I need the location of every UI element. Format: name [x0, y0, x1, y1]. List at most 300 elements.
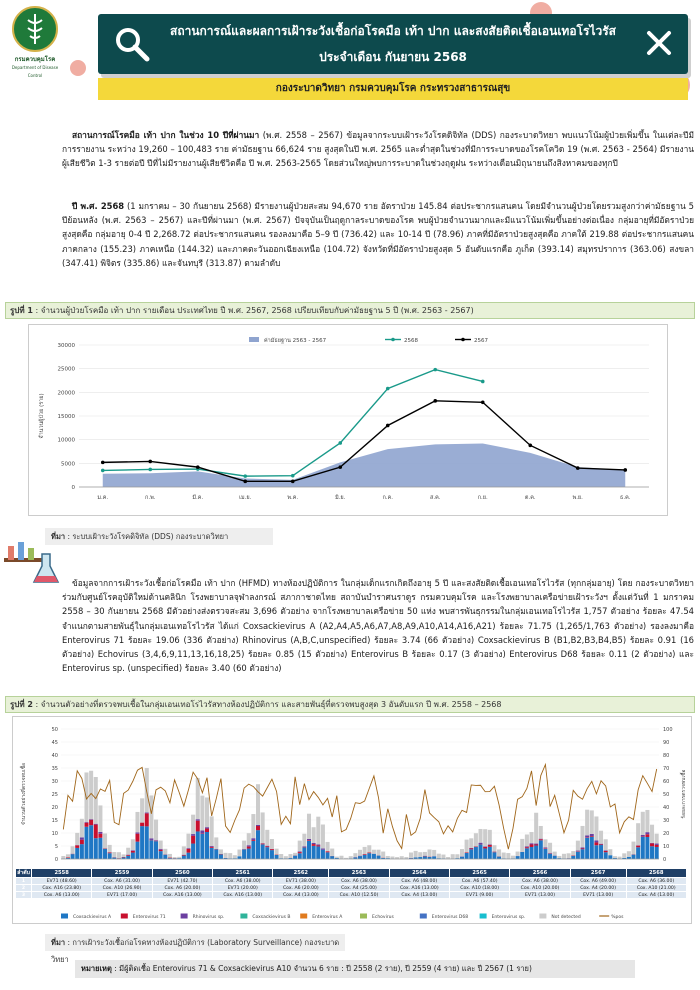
data-point	[243, 474, 247, 478]
y-right-axis-label: ร้อยละการตรวจพบเชื้อ	[681, 769, 687, 819]
bar-not-detected	[530, 832, 534, 843]
bar-not-detected	[488, 830, 492, 845]
bar-enterovirus-71	[256, 826, 260, 830]
bar-enterovirus-71	[251, 840, 255, 841]
figure1-chart	[28, 324, 668, 516]
bar-coxsackievirus-a	[270, 850, 274, 859]
bar-enterovirus-71	[75, 845, 79, 848]
bar-not-detected	[548, 843, 552, 853]
source-label: ที่มา	[51, 532, 66, 541]
legend-label: ค่ามัธยฐาน 2563 - 2567	[264, 338, 327, 344]
table-cell: Cox. A6 (38.00)	[329, 878, 389, 885]
y-tick-label: 35	[51, 766, 58, 772]
bar-not-detected	[627, 851, 631, 857]
bar-not-detected	[404, 857, 408, 859]
y-tick-label: 0	[54, 857, 58, 863]
bar-coxsackievirus-a	[247, 849, 251, 859]
bar-coxsackievirus-a	[474, 847, 478, 859]
data-point	[433, 368, 437, 372]
bar-coxsackievirus-a	[205, 832, 209, 859]
bar-not-detected	[237, 850, 241, 857]
bar-not-detected	[80, 819, 84, 838]
bar-not-detected	[367, 845, 371, 852]
table-cell: Cox. A6 (31.00)	[92, 878, 152, 885]
y-right-tick-label: 90	[663, 740, 670, 746]
bar-coxsackievirus-a	[140, 826, 144, 859]
bar-not-detected	[604, 839, 608, 850]
bar-coxsackievirus-a	[196, 831, 200, 859]
figure1-label: รูปที่ 1	[10, 306, 33, 315]
table-cell: Cox. A4 (13.00)	[273, 892, 329, 899]
bar-not-detected	[265, 830, 269, 846]
bar-not-detected	[205, 797, 209, 827]
bar-other	[316, 845, 320, 846]
bar-other	[154, 840, 158, 841]
bar-coxsackievirus-a	[469, 849, 473, 859]
bar-not-detected	[288, 854, 292, 858]
data-point	[481, 400, 485, 404]
bar-not-detected	[149, 795, 153, 838]
source-text: : ระบบเฝ้าระวังโรคดิจิทัล (DDS) กองระบาดวิทยา	[65, 532, 229, 541]
bar-not-detected	[414, 851, 418, 857]
bar-other	[191, 834, 195, 836]
bar-not-detected	[98, 805, 102, 832]
table-header-row	[16, 869, 687, 878]
bar-coxsackievirus-a	[275, 855, 279, 859]
legend-swatch	[420, 914, 427, 919]
table-cell: EV71 (13.00)	[510, 892, 570, 899]
bar-enterovirus-71	[363, 854, 367, 855]
data-point	[386, 424, 390, 428]
bar-coxsackievirus-a	[367, 853, 371, 859]
bar-other	[256, 825, 260, 826]
bar-not-detected	[275, 849, 279, 855]
table-cell: EV71 (42.70)	[152, 878, 212, 885]
table-cell: EV71 (17.00)	[92, 892, 152, 899]
bar-coxsackievirus-a	[585, 838, 589, 859]
lab-flask-icon	[0, 536, 64, 590]
bar-not-detected	[173, 857, 177, 858]
bar-enterovirus-71	[492, 852, 496, 853]
bar-not-detected	[655, 834, 659, 844]
bar-not-detected	[492, 845, 496, 851]
figure1-svg	[29, 325, 667, 515]
y-tick-label: 30	[51, 779, 58, 785]
bar-not-detected	[163, 849, 167, 854]
bar-coxsackievirus-a	[307, 841, 311, 859]
legend-label: Enterovirus 71	[132, 915, 166, 920]
legend-label: 2568	[404, 338, 418, 344]
y-right-tick-label: 100	[663, 727, 673, 733]
legend-swatch	[121, 914, 128, 919]
legend-label: Enterovirus A	[312, 915, 343, 920]
bar-not-detected	[636, 823, 640, 845]
bar-not-detected	[469, 838, 473, 848]
legend-swatch	[480, 914, 487, 919]
page-title-period: ประจำเดือน กันยายน 2568	[319, 50, 467, 64]
bar-coxsackievirus-a	[520, 852, 524, 859]
table-year-cell: 2566	[510, 869, 570, 878]
x-tick-label: ต.ค.	[524, 495, 536, 501]
figure1-title	[5, 302, 695, 319]
y-axis-label: จำนวนตัวอย่างที่ตรวจพบเชื้อ	[21, 762, 27, 826]
bar-enterovirus-71	[261, 844, 265, 845]
y-tick-label: 0	[71, 485, 75, 491]
bar-enterovirus-71	[534, 844, 538, 845]
table-cell: Cox. A10 (12.50)	[329, 892, 389, 899]
paragraph-lab-surveillance	[62, 576, 694, 675]
bar-enterovirus-71	[539, 839, 543, 840]
bar-enterovirus-71	[599, 844, 603, 845]
table-cell: Cox. A6 (36.00)	[626, 878, 686, 885]
bar-not-detected	[497, 849, 501, 856]
bar-not-detected	[112, 852, 116, 857]
bar-other	[89, 819, 93, 820]
bar-coxsackievirus-a	[576, 852, 580, 859]
bar-other	[530, 843, 534, 844]
footnote	[75, 960, 635, 978]
data-point	[101, 469, 105, 473]
bar-other	[590, 834, 594, 836]
bar-enterovirus-71	[247, 847, 251, 849]
x-tick-label: พ.ค.	[287, 495, 299, 501]
bar-not-detected	[200, 796, 204, 831]
figure2-caption: : จำนวนตัวอย่างที่ตรวจพบเชื้อในกลุ่มเอนเทอโรไวรัสทางห้องปฏิบัติการ และสายพันธุ์ที่ตรวจพบสูงสุด 3 อันดับแรก ปี พ.ศ. 2558 – 2568	[33, 700, 502, 709]
data-point	[148, 460, 152, 464]
bar-not-detected	[353, 853, 357, 857]
bar-coxsackievirus-a	[363, 855, 367, 859]
bar-coxsackievirus-a	[293, 856, 297, 859]
y-tick-label: 45	[51, 740, 58, 746]
bar-enterovirus-71	[367, 853, 371, 854]
bar-not-detected	[455, 854, 459, 858]
bar-enterovirus-71	[594, 842, 598, 845]
bar-other	[525, 846, 529, 847]
bar-coxsackievirus-a	[548, 854, 552, 859]
bar-other	[247, 845, 251, 846]
bar-coxsackievirus-a	[465, 853, 469, 859]
table-cell: Cox. A10 (18.00)	[449, 885, 509, 892]
bar-not-detected	[330, 849, 334, 856]
bar-not-detected	[483, 829, 487, 846]
table-rank-cell: 2	[16, 885, 32, 892]
bar-coxsackievirus-a	[256, 830, 260, 859]
y-axis-label: จำนวนผู้ป่วย (ราย)	[39, 393, 45, 439]
paragraph-lead: สถานการณ์โรคมือ เท้า ปาก ในช่วง 10 ปีที่ผ่านมา	[72, 130, 260, 140]
bar-coxsackievirus-a	[543, 849, 547, 859]
bar-not-detected	[645, 810, 649, 832]
y-right-tick-label: 80	[663, 753, 670, 759]
bar-coxsackievirus-a	[590, 837, 594, 859]
bar-not-detected	[400, 856, 404, 859]
bar-not-detected	[599, 831, 603, 844]
legend-label: Enterovirus D68	[431, 915, 469, 920]
bar-enterovirus-71	[140, 823, 144, 826]
data-point	[623, 468, 627, 472]
bar-coxsackievirus-a	[75, 848, 79, 859]
bar-enterovirus-71	[312, 844, 316, 846]
bar-not-detected	[618, 857, 622, 859]
bar-enterovirus-71	[604, 851, 608, 852]
bar-not-detected	[520, 839, 524, 852]
bar-not-detected	[543, 839, 547, 847]
bar-enterovirus-71	[205, 829, 209, 832]
legend-label: Coxsackievirus A	[73, 915, 112, 920]
bar-not-detected	[553, 852, 557, 856]
bar-enterovirus-71	[636, 846, 640, 848]
bar-not-detected	[641, 812, 645, 835]
bar-not-detected	[224, 853, 228, 858]
bar-coxsackievirus-a	[163, 855, 167, 859]
bar-coxsackievirus-a	[251, 841, 255, 859]
bar-enterovirus-71	[650, 843, 654, 846]
bar-other	[604, 850, 608, 851]
bar-other	[186, 848, 190, 849]
bar-enterovirus-71	[126, 855, 130, 856]
header	[0, 0, 700, 100]
y-tick-label: 50	[51, 727, 58, 733]
bar-not-detected	[441, 855, 445, 859]
bar-not-detected	[386, 856, 390, 858]
bar-not-detected	[608, 849, 612, 855]
bar-coxsackievirus-a	[492, 852, 496, 859]
bar-not-detected	[631, 842, 635, 855]
y-tick-label: 30000	[57, 343, 75, 349]
bar-other	[599, 844, 603, 845]
bar-coxsackievirus-a	[316, 846, 320, 859]
bar-coxsackievirus-a	[84, 827, 88, 859]
bar-enterovirus-71	[196, 821, 200, 832]
legend-label: Coxsackievirus B	[252, 915, 291, 920]
title-banner	[98, 14, 688, 74]
bar-coxsackievirus-a	[214, 849, 218, 859]
page-title: สถานการณ์และผลการเฝ้าระวังเชื้อก่อโรคมือ เท้า ปาก และสงสัยติดเชื้อเอนเทอโรไวรัส	[170, 24, 616, 38]
bar-not-detected	[312, 827, 316, 843]
table-rank-cell: 1	[16, 878, 32, 885]
data-point	[576, 466, 580, 470]
bar-not-detected	[363, 847, 367, 854]
x-tick-label: ก.ค.	[382, 495, 394, 501]
bar-coxsackievirus-a	[636, 847, 640, 859]
bar-not-detected	[219, 849, 223, 854]
source-text: : การเฝ้าระวังเชื้อก่อโรคทางห้องปฏิบัติการ (Laboratory Surveillance) กองระบาดวิทยา	[51, 938, 340, 964]
bar-other	[576, 851, 580, 852]
virus-decoration-icon	[70, 60, 86, 76]
bar-coxsackievirus-a	[432, 856, 436, 859]
y-tick-label: 15	[51, 818, 58, 824]
bar-coxsackievirus-a	[312, 846, 316, 859]
table-cell: EV71 (13.00)	[570, 892, 626, 899]
x-tick-label: พ.ย.	[572, 495, 583, 501]
bar-enterovirus-71	[580, 848, 584, 849]
bar-coxsackievirus-a	[479, 844, 483, 859]
table-cell: Cox. A4 (25.00)	[329, 885, 389, 892]
bar-not-detected	[479, 829, 483, 843]
bar-enterovirus-71	[316, 845, 320, 846]
bar-other	[321, 849, 325, 850]
bar-coxsackievirus-a	[89, 825, 93, 859]
x-tick-label: ก.พ.	[145, 495, 156, 501]
bar-coxsackievirus-a	[302, 847, 306, 859]
table-cell: Cox. A6 (57.40)	[449, 878, 509, 885]
bar-not-detected	[293, 853, 297, 856]
bar-not-detected	[75, 833, 79, 845]
bar-not-detected	[270, 839, 274, 849]
bar-not-detected	[326, 842, 330, 851]
y-right-tick-label: 10	[663, 844, 670, 850]
paragraph-lead: ปี พ.ศ. 2568	[72, 201, 125, 211]
bar-not-detected	[474, 833, 478, 846]
bar-coxsackievirus-a	[372, 854, 376, 859]
bar-coxsackievirus-a	[191, 844, 195, 859]
bar-enterovirus-71	[483, 847, 487, 849]
figure2-source	[45, 934, 345, 964]
bar-coxsackievirus-a	[131, 853, 135, 859]
bar-not-detected	[446, 857, 450, 859]
bar-other	[645, 832, 649, 834]
bar-not-detected	[539, 826, 543, 839]
bar-other	[94, 824, 98, 825]
bar-not-detected	[298, 841, 302, 852]
bar-coxsackievirus-a	[534, 846, 538, 859]
bar-enterovirus-71	[645, 834, 649, 837]
data-point	[101, 461, 105, 465]
y-right-tick-label: 60	[663, 779, 670, 785]
bar-not-detected	[571, 851, 575, 855]
data-point	[338, 465, 342, 469]
bar-not-detected	[186, 834, 190, 848]
bar-not-detected	[349, 856, 353, 858]
bar-coxsackievirus-a	[265, 847, 269, 859]
bar-other	[641, 835, 645, 836]
bar-enterovirus-71	[94, 825, 98, 839]
y-right-tick-label: 0	[663, 857, 667, 863]
bar-enterovirus-71	[186, 849, 190, 853]
bar-not-detected	[247, 833, 251, 845]
y-right-tick-label: 40	[663, 805, 670, 811]
bar-not-detected	[534, 813, 538, 844]
bar-coxsackievirus-a	[530, 847, 534, 859]
x-tick-label: เม.ย.	[239, 495, 252, 501]
bar-enterovirus-71	[469, 848, 473, 849]
bar-not-detected	[66, 854, 70, 857]
bar-not-detected	[103, 833, 107, 848]
subtitle-bar: กองระบาดวิทยา กรมควบคุมโรค กระทรวงสาธารณสุข	[98, 78, 688, 100]
bar-not-detected	[251, 814, 255, 838]
table-cell: Cox. A16 (23.80)	[32, 885, 92, 892]
y-tick-label: 5	[54, 844, 58, 850]
bar-not-detected	[613, 856, 617, 858]
bar-coxsackievirus-a	[553, 856, 557, 859]
bar-other	[196, 819, 200, 821]
bar-enterovirus-71	[270, 849, 274, 850]
bar-coxsackievirus-a	[103, 849, 107, 859]
bar-not-detected	[242, 841, 246, 849]
ddc-logo	[4, 2, 66, 76]
bar-coxsackievirus-a	[497, 857, 501, 859]
bar-coxsackievirus-a	[94, 838, 98, 859]
bar-other	[145, 813, 149, 814]
bar-coxsackievirus-a	[80, 844, 84, 859]
table-cell: Cox. A6 (48.00)	[389, 878, 449, 885]
bar-coxsackievirus-a	[159, 851, 163, 859]
logo-subtext: Department of Disease Control	[11, 65, 59, 78]
table-row	[16, 892, 687, 899]
bar-not-detected	[557, 856, 561, 858]
logo-emblem-icon	[12, 6, 58, 52]
bar-not-detected	[432, 850, 436, 856]
bar-enterovirus-71	[168, 858, 172, 859]
bar-enterovirus-71	[159, 850, 163, 851]
bar-enterovirus-71	[655, 845, 659, 847]
bar-not-detected	[316, 817, 320, 845]
y-tick-label: 15000	[57, 414, 75, 420]
bar-not-detected	[390, 856, 394, 858]
y-tick-label: 10	[51, 831, 58, 837]
legend-marker	[461, 338, 465, 342]
bar-other	[479, 843, 483, 844]
bar-enterovirus-71	[89, 820, 93, 825]
bar-coxsackievirus-a	[516, 856, 520, 859]
close-icon[interactable]	[644, 28, 674, 58]
bar-not-detected	[437, 854, 441, 859]
table-year-cell: 2560	[152, 869, 212, 878]
legend-swatch	[181, 914, 188, 919]
bar-coxsackievirus-a	[525, 848, 529, 859]
bar-not-detected	[210, 816, 214, 846]
data-point	[338, 441, 342, 445]
bar-not-detected	[135, 812, 139, 833]
bar-other	[149, 838, 153, 840]
bar-coxsackievirus-a	[210, 848, 214, 859]
table-cell: EV71 (38.00)	[273, 878, 329, 885]
bar-coxsackievirus-a	[645, 837, 649, 859]
note-label: หมายเหตุ	[81, 964, 112, 973]
table-cell: Cox. A6 (38.00)	[510, 878, 570, 885]
data-point	[196, 465, 200, 469]
bar-not-detected	[117, 852, 121, 858]
bar-not-detected	[71, 846, 75, 853]
legend-label: Enterovirus sp.	[491, 915, 526, 920]
bar-not-detected	[590, 810, 594, 834]
table-year-cell: 2567	[570, 869, 626, 878]
bar-other	[84, 822, 88, 823]
data-point	[243, 480, 247, 484]
bar-enterovirus-71	[80, 840, 84, 844]
table-year-cell: 2568	[626, 869, 686, 878]
bar-other	[585, 835, 589, 837]
bar-not-detected	[335, 857, 339, 858]
bar-coxsackievirus-a	[423, 856, 427, 859]
bar-not-detected	[122, 854, 126, 857]
table-cell: Cox. A10 (21.00)	[626, 885, 686, 892]
bar-enterovirus-71	[571, 855, 575, 856]
y-right-tick-label: 50	[663, 792, 670, 798]
y-tick-label: 10000	[57, 437, 75, 444]
bar-not-detected	[511, 856, 515, 859]
bar-not-detected	[576, 841, 580, 851]
bar-coxsackievirus-a	[539, 840, 543, 859]
x-tick-label: ก.ย.	[477, 495, 488, 501]
bar-coxsackievirus-a	[571, 856, 575, 859]
table-cell: Cox. A16 (13.00)	[213, 892, 273, 899]
data-point	[433, 399, 437, 403]
bar-other	[135, 832, 139, 833]
bar-coxsackievirus-a	[326, 852, 330, 859]
data-point	[291, 474, 295, 478]
bar-not-detected	[182, 846, 186, 854]
legend-marker	[391, 338, 395, 342]
